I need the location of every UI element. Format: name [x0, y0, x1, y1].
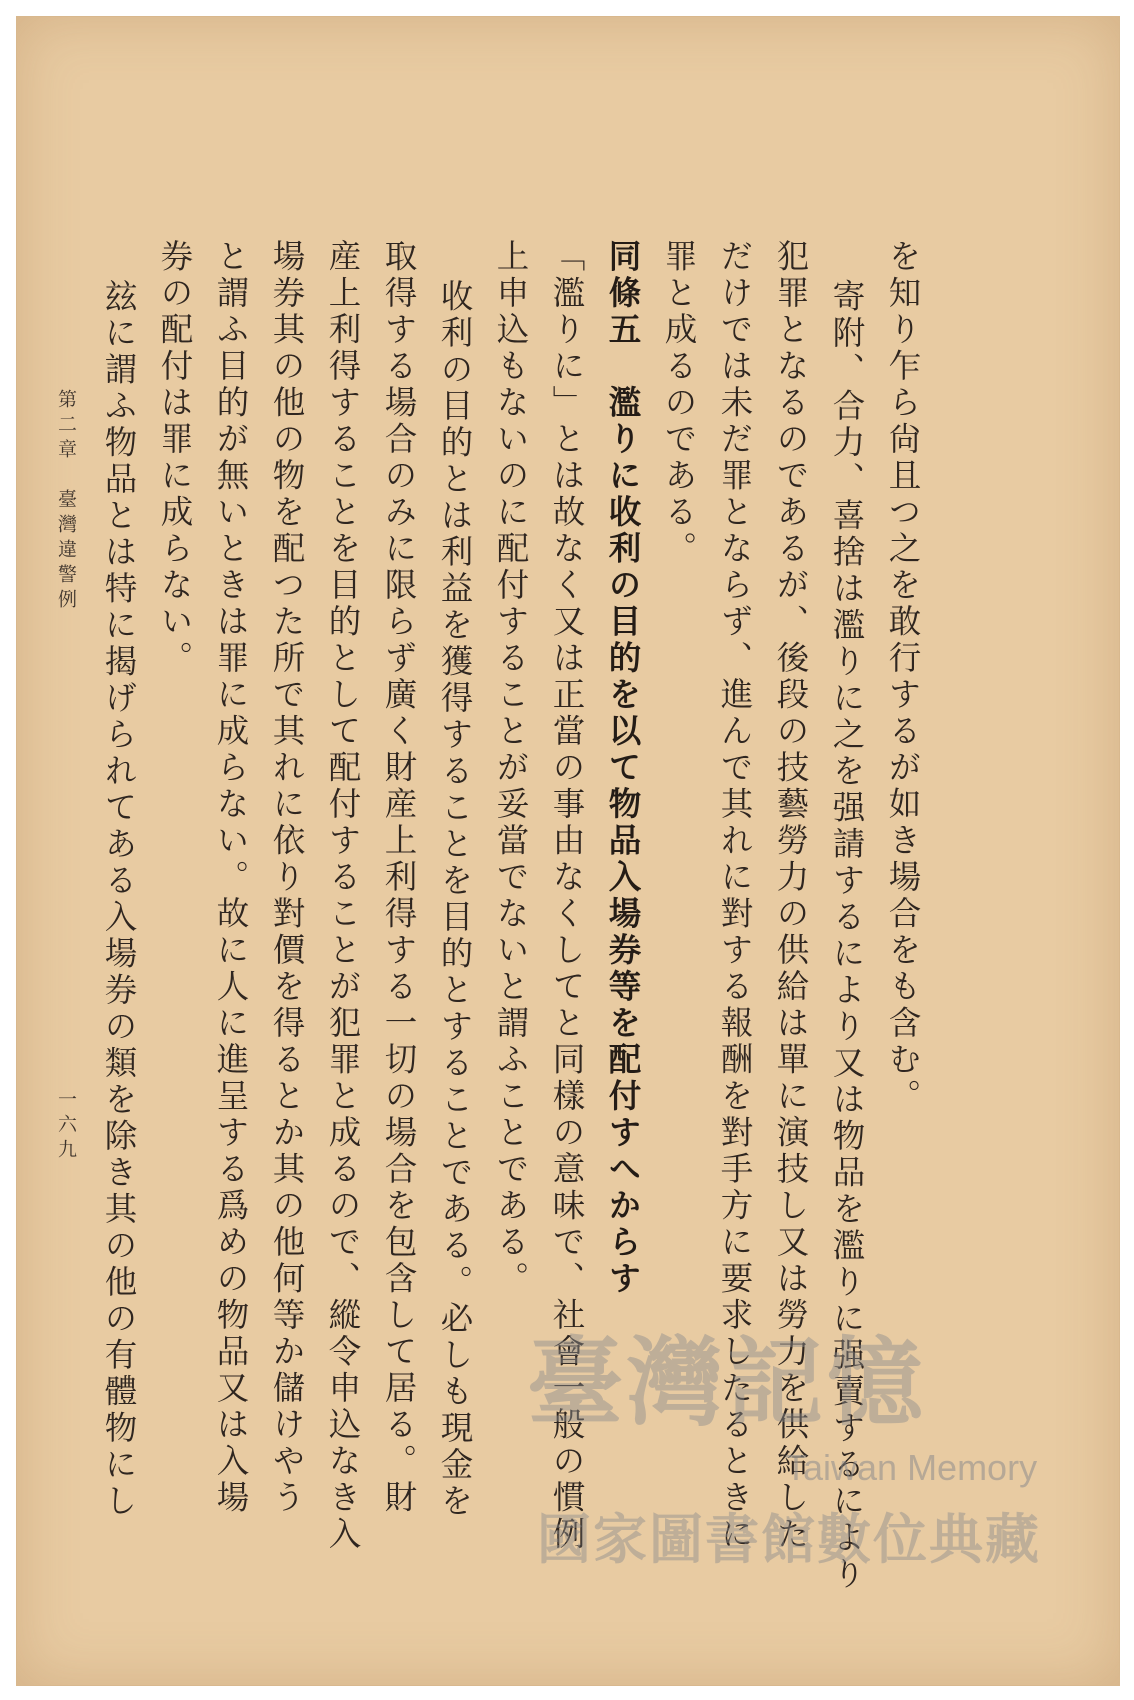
watermark-subtitle: 國家圖書館數位典藏 — [537, 1508, 1041, 1571]
watermark-english: Taiwan Memory — [785, 1447, 1038, 1488]
text-column: だけでは未だ罪とならず、進んで其れに對する報酬を對手方に要求したるときに — [716, 239, 754, 1553]
article-heading: 同條五 濫りに收利の目的を以て物品入場券等を配付すへからす — [604, 239, 643, 1298]
text-column: 犯罪となるのであるが、後段の技藝勞力の供給は單に演技し又は勞力を供給した — [772, 239, 810, 1553]
page-number: 一六九 — [55, 1089, 77, 1164]
text-column: 收利の目的とは利益を獲得することを目的とすることである。必しも現金を — [436, 279, 474, 1520]
running-header-chapter: 第二章 臺灣違警例 — [55, 389, 77, 614]
document-page — [16, 16, 1120, 1686]
text-column: 産上利得することを目的として配付することが犯罪と成るので、縱令申込なき入 — [324, 239, 362, 1553]
text-column: 場券其の他の物を配つた所で其れに依り對價を得るとか其の他何等か儲けやう — [268, 239, 306, 1517]
text-column: を知り乍ら尙且つ之を敢行するが如き場合をも含む。 — [884, 239, 922, 1115]
watermark-title: 臺灣記憶 — [527, 1326, 927, 1439]
text-column: 上申込もないのに配付することが妥當でないと謂ふことである。 — [492, 239, 530, 1298]
text-column: 「濫りに」とは故なく又は正當の事由なくしてと同樣の意味で、社會一般の慣例 — [548, 239, 586, 1553]
text-column: 取得する場合のみに限らず廣く財産上利得する一切の場合を包含して居る。財 — [380, 239, 418, 1517]
text-column: 券の配付は罪に成らない。 — [156, 239, 194, 677]
text-column: と謂ふ目的が無いときは罪に成らない。故に人に進呈する爲めの物品又は入場 — [212, 239, 250, 1517]
text-column: 罪と成るのである。 — [660, 239, 698, 568]
text-column: 寄附、合力、喜捨は濫りに之を强請するにより又は物品を濫りに强賣するにより — [828, 279, 866, 1593]
text-column: 玆に謂ふ物品とは特に揭げられてある入場券の類を除き其の他の有體物にし — [100, 279, 138, 1520]
